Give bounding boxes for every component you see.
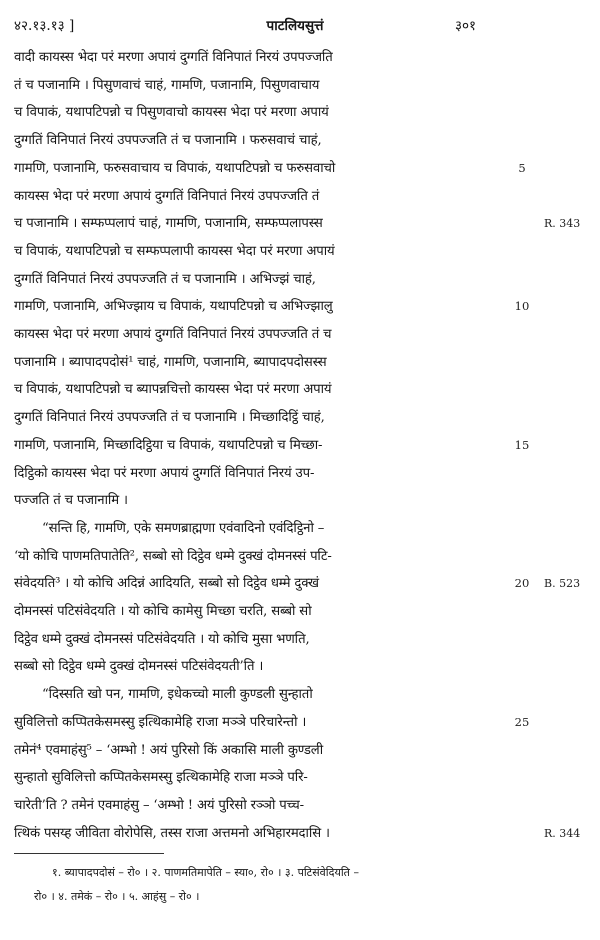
line-number: 20 [514, 576, 530, 591]
footnote-text: रो० । ४. तमेकं – रो० । ५. आहंसु – रो० । [34, 890, 200, 903]
text-line [0, 626, 600, 653]
footnote-line [0, 862, 600, 884]
text-line [0, 183, 600, 210]
line-number: 25 [514, 714, 530, 729]
line-number: 5 [518, 160, 526, 175]
line-text: दुग्गतिं विनिपातं निरयं उपपज्जति तं च पजानामि । अभिज्झं चाहं, [14, 271, 316, 287]
text-line [0, 487, 600, 514]
edition-reference: B. 523 [544, 577, 581, 591]
line-text: गामणि, पजानामि, फरुसवाचाय च विपाकं, यथापटिपन्नो च फरुसवाचो [14, 160, 336, 176]
text-line [0, 460, 600, 487]
line-text: त्थिकं पसय्ह जीविता वोरोपेसि, तस्स राजा अत्तमनो अभिहारमदासि । [14, 825, 330, 841]
line-text: चारेती’ति ? तमेनं एवमाहंसु – ‘अम्भो ! अयं पुरिसो रञ्ञो पच्च- [14, 797, 304, 813]
text-line [0, 376, 600, 403]
footnote-line [0, 886, 600, 908]
line-text: दिट्ठिको कायस्स भेदा परं मरणा अपायं दुग्गतिं विनिपातं निरयं उप- [14, 465, 315, 481]
text-line [0, 127, 600, 154]
text-line [0, 321, 600, 348]
line-text: दुग्गतिं विनिपातं निरयं उपपज्जति तं च पजानामि । फरुसवाचं चाहं, [14, 133, 322, 149]
text-line [0, 737, 600, 764]
text-line [0, 293, 600, 320]
edition-reference: R. 343 [544, 217, 581, 231]
line-text: सुन्हातो सुविलित्तो कप्पितकेसमस्सु इत्थिकामेहि राजा मञ्ञे परि- [14, 770, 308, 786]
section-reference: ४२.१३.१३ ] [14, 18, 75, 34]
text-line [0, 820, 600, 847]
line-text: दिट्ठेव धम्मे दुक्खं दोमनस्सं पटिसंवेदयति । यो कोचि मुसा भणति, [14, 631, 310, 647]
text-line [0, 72, 600, 99]
text-line [0, 681, 600, 708]
page-header [0, 16, 600, 40]
line-text: कायस्स भेदा परं मरणा अपायं दुग्गतिं विनिपातं निरयं उपपज्जति तं च [14, 327, 332, 342]
line-text: संवेदयति³ । यो कोचि अदिन्नं आदियति, सब्बो सो दिट्ठेव धम्मे दुक्खं [14, 576, 319, 592]
line-text: दुग्गतिं विनिपातं निरयं उपपज्जति तं च पजानामि । मिच्छादिट्ठिं चाहं, [14, 410, 325, 426]
line-text: पज्जति तं च पजानामि । [14, 493, 128, 509]
line-text: तमेनं⁴ एवमाहंसु⁵ – ‘अम्भो ! अयं पुरिसो किं अकासि माली कुण्डली [14, 742, 324, 758]
line-text: च विपाकं, यथापटिपन्नो च ब्यापन्नचित्तो कायस्स भेदा परं मरणा अपायं [14, 382, 332, 398]
line-text: च विपाकं, यथापटिपन्नो च पिसुणवाचो कायस्स भेदा परं मरणा अपायं [14, 105, 329, 121]
line-text: सुविलित्तो कप्पितकेसमस्सु इत्थिकामेहि राजा मञ्ञे परिचारेन्तो । [14, 714, 307, 730]
line-number: 15 [514, 437, 530, 452]
footnote-text: १. ब्यापादपदोसं – रो० । २. पाणमतिमापेति – स्या०, रो० । ३. पटिसंवेदियति – [52, 866, 359, 879]
text-line [0, 598, 600, 625]
text-line [0, 99, 600, 126]
page-number: ३०१ [455, 18, 477, 34]
line-text: तं च पजानामि । पिसुणवाचं चाहं, गामणि, पजानामि, पिसुणवाचाय [14, 77, 320, 93]
text-line [0, 349, 600, 376]
running-title: पाटलियसुत्तं [266, 18, 324, 34]
text-line [0, 570, 600, 597]
text-line [0, 709, 600, 736]
line-text: च विपाकं, यथापटिपन्नो च सम्फप्पलापी कायस्स भेदा परं मरणा अपायं [14, 243, 335, 259]
line-number: 10 [514, 299, 530, 314]
text-line [0, 238, 600, 265]
text-line [0, 543, 600, 570]
text-line [0, 515, 600, 542]
line-text: वादी कायस्स भेदा परं मरणा अपायं दुग्गतिं विनिपातं निरयं उपपज्जति [14, 50, 333, 65]
text-line [0, 44, 600, 71]
line-text: ‘यो कोचि पाणमतिपातेति², सब्बो सो दिट्ठेव धम्मे दुक्खं दोमनस्सं पटि- [14, 548, 332, 564]
edition-reference: R. 344 [544, 826, 581, 840]
text-line [0, 792, 600, 819]
line-text: च पजानामि । सम्फप्पलापं चाहं, गामणि, पजानामि, सम्फप्पलापस्स [14, 216, 323, 232]
text-line [0, 764, 600, 791]
line-text: पजानामि । ब्यापादपदोसं¹ चाहं, गामणि, पजानामि, ब्यापादपदोसस्स [14, 354, 327, 370]
text-line [0, 432, 600, 459]
footnote-rule [14, 853, 164, 854]
text-line [0, 266, 600, 293]
line-text: “सन्ति हि, गामणि, एके समणब्राह्मणा एवंवादिनो एवंदिट्ठिनो – [42, 520, 325, 536]
line-text: “दिस्सति खो पन, गामणि, इधेकच्चो माली कुण्डली सुन्हातो [42, 687, 313, 703]
text-line [0, 404, 600, 431]
line-text: गामणि, पजानामि, मिच्छादिट्ठिया च विपाकं, यथापटिपन्नो च मिच्छा- [14, 437, 323, 453]
line-text: कायस्स भेदा परं मरणा अपायं दुग्गतिं विनिपातं निरयं उपपज्जति तं [14, 188, 320, 204]
text-line [0, 155, 600, 182]
text-line [0, 210, 600, 237]
line-text: सब्बो सो दिट्ठेव धम्मे दुक्खं दोमनस्सं पटिसंवेदयती’ति । [14, 659, 264, 675]
text-line [0, 653, 600, 680]
line-text: दोमनस्सं पटिसंवेदयति । यो कोचि कामेसु मिच्छा चरति, सब्बो सो [14, 604, 312, 619]
line-text: गामणि, पजानामि, अभिज्झाय च विपाकं, यथापटिपन्नो च अभिज्झालु [14, 299, 333, 315]
